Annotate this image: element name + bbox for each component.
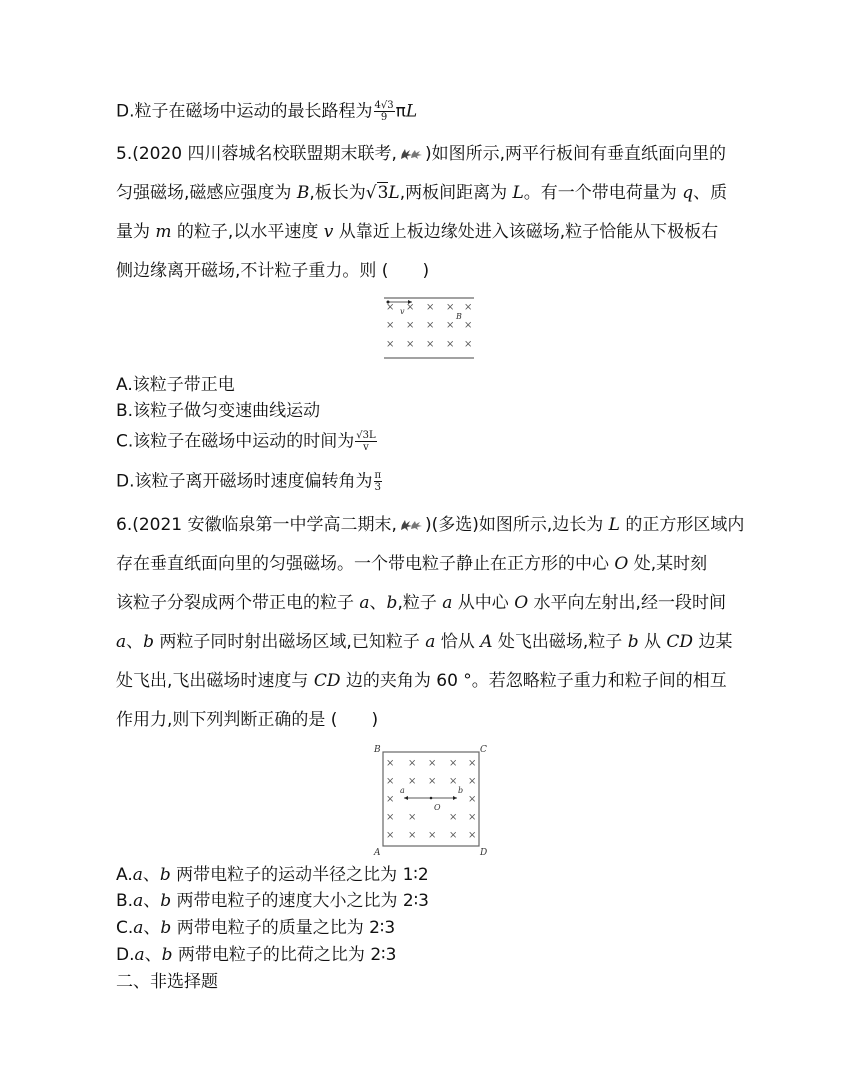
q5-option-c: C.该粒子在磁场中运动的时间为 $\frac{√3L}{v}$ <box>116 430 376 453</box>
svg-text:×: × <box>408 758 417 769</box>
q6-option-a: A.a、b 两带电粒子的运动半径之比为 1∶2 <box>116 865 429 885</box>
q5-option-b: B.该粒子做匀变速曲线运动 <box>116 401 321 421</box>
sqrt-expression: √3 <box>365 183 389 203</box>
q5-stem-line-1: 5.(2020 四川蓉城名校联盟期末联考, )如图所示,两平行板间有垂直纸面向里的 <box>116 144 726 164</box>
q6-stem-line-4: a、b 两粒子同时射出磁场区域,已知粒子 a 恰从 A 处飞出磁场,粒子 b 从 CD 边某 <box>116 632 733 652</box>
q6-stem-line-5: 处飞出,飞出磁场时速度与 CD 边的夹角为 60 °。若忽略粒子重力和粒子间的相互 <box>116 671 727 691</box>
q4-fraction: $\frac{4√3}{9}$ <box>374 100 394 123</box>
svg-text:×: × <box>386 794 395 805</box>
svg-text:×: × <box>428 830 437 841</box>
svg-text:×: × <box>428 758 437 769</box>
svg-text:×: × <box>386 758 395 769</box>
q5-option-a: A.该粒子带正电 <box>116 375 235 395</box>
corner-d: D <box>480 848 488 858</box>
q6-option-c: C.a、b 两带电粒子的质量之比为 2∶3 <box>116 918 396 938</box>
svg-text:×: × <box>386 776 395 787</box>
q5-stem-line-2: 匀强磁场,磁感应强度为 B,板长为√3L,两板间距离为 L。有一个带电荷量为 q、质 <box>116 183 728 203</box>
corner-c: C <box>480 745 487 755</box>
svg-text:×: × <box>386 812 395 823</box>
svg-text:×: × <box>449 776 458 787</box>
svg-text:×: × <box>408 776 417 787</box>
center-point <box>430 797 433 800</box>
svg-text:×: × <box>468 758 477 769</box>
q4-option-d: D.粒子在磁场中运动的最长路程为 $\frac{4√3}{9}$ πL <box>116 100 418 123</box>
q6-option-b: B.a、b 两带电粒子的速度大小之比为 2∶3 <box>116 891 429 911</box>
q5-time-fraction: $\frac{√3L}{v}$ <box>356 430 376 453</box>
arrow-right-icon <box>453 796 457 800</box>
svg-text:×: × <box>449 830 458 841</box>
svg-text:×: × <box>449 812 458 823</box>
q5-stem-line-3: 量为 m 的粒子,以水平速度 v 从靠近上板边缘处进入该磁场,粒子恰能从下极板右 <box>116 222 719 242</box>
svg-text:×: × <box>446 302 455 313</box>
svg-text:×: × <box>386 830 395 841</box>
q6-stem-line-3: 该粒子分裂成两个带正电的粒子 a、b,粒子 a 从中心 O 水平向左射出,经一段时间 <box>116 593 726 613</box>
svg-text:×: × <box>468 830 477 841</box>
svg-text:×: × <box>386 302 395 313</box>
q5-stem-line-4: 侧边缘离开磁场,不计粒子重力。则 ( ) <box>116 261 430 281</box>
field-crosses <box>386 758 476 841</box>
difficulty-stars-icon <box>398 147 424 161</box>
svg-text:×: × <box>426 302 435 313</box>
label-v: v <box>400 307 405 316</box>
label-b: B <box>456 312 462 321</box>
svg-text:×: × <box>468 794 477 805</box>
field-crosses <box>386 302 472 350</box>
svg-text:×: × <box>426 339 435 350</box>
difficulty-stars-icon <box>398 518 424 532</box>
svg-text:×: × <box>386 339 395 350</box>
corner-b: B <box>374 745 381 755</box>
label-a: a <box>400 786 405 795</box>
q5-option-d: D.该粒子离开磁场时速度偏转角为 $\frac{\pi}{3}$ <box>116 470 382 493</box>
q6-option-d: D.a、b 两带电粒子的比荷之比为 2∶3 <box>116 945 397 965</box>
svg-text:×: × <box>408 830 417 841</box>
svg-text:×: × <box>464 302 473 313</box>
svg-text:×: × <box>408 812 417 823</box>
q6-stem-line-2: 存在垂直纸面向里的匀强磁场。一个带电粒子静止在正方形的中心 O 处,某时刻 <box>116 554 708 574</box>
svg-text:×: × <box>406 302 415 313</box>
svg-text:×: × <box>468 776 477 787</box>
q6-stem-line-1: 6.(2021 安徽临泉第一中学高二期末, )(多选)如图所示,边长为 L 的正方形区域内 <box>116 515 745 535</box>
label-b: b <box>458 786 464 795</box>
svg-text:×: × <box>406 320 415 331</box>
q5-figure-parallel-plates <box>380 294 476 362</box>
svg-text:×: × <box>428 776 437 787</box>
svg-text:×: × <box>426 320 435 331</box>
svg-text:×: × <box>449 758 458 769</box>
q6-figure-square-field <box>372 742 490 858</box>
svg-text:×: × <box>468 812 477 823</box>
svg-text:×: × <box>446 339 455 350</box>
svg-text:×: × <box>446 320 455 331</box>
section-heading: 二、非选择题 <box>116 972 218 992</box>
label-o: O <box>434 803 441 812</box>
svg-text:×: × <box>464 320 473 331</box>
q6-stem-line-6: 作用力,则下列判断正确的是 ( ) <box>116 710 379 730</box>
arrow-left-icon <box>404 796 408 800</box>
svg-text:×: × <box>464 339 473 350</box>
svg-text:×: × <box>406 339 415 350</box>
q5-angle-fraction: $\frac{\pi}{3}$ <box>374 470 382 493</box>
corner-a: A <box>374 848 381 858</box>
svg-text:×: × <box>386 320 395 331</box>
